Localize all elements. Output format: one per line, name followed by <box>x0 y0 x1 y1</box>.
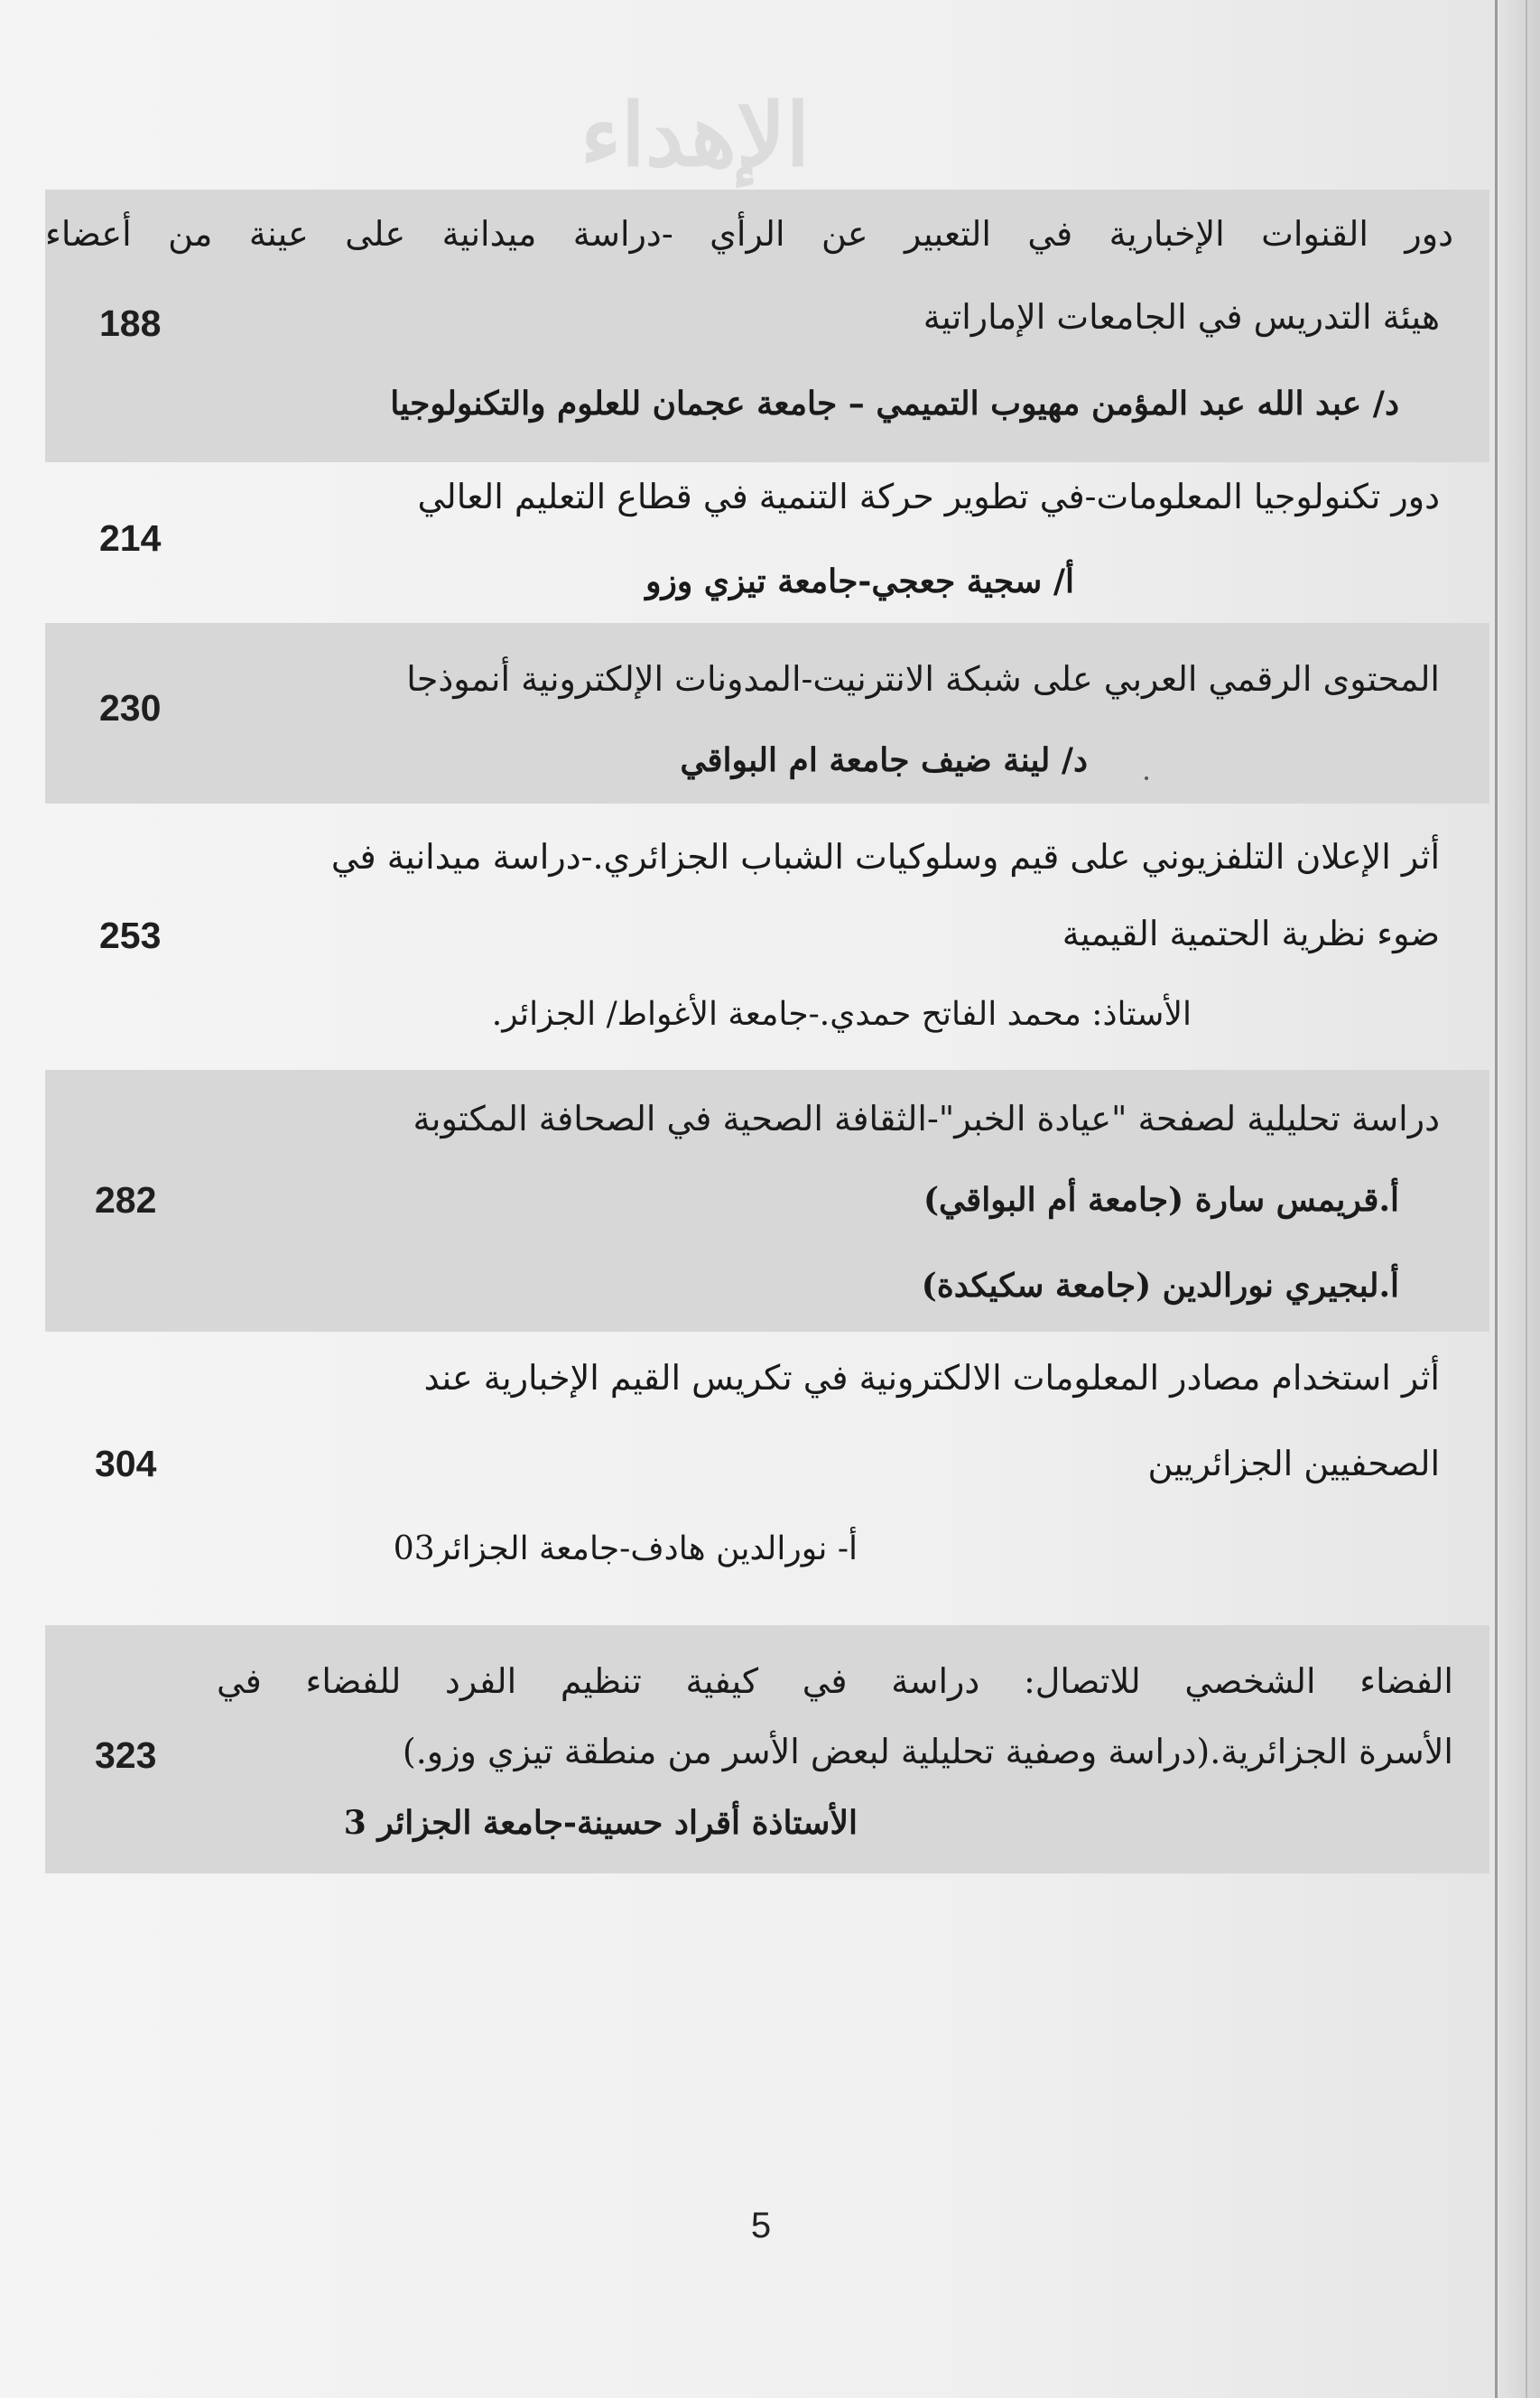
entry-author: أ.لبجيري نورالدين (جامعة سكيكدة) <box>921 1267 1399 1305</box>
entry-title-line: هيئة التدريس في الجامعات الإماراتية <box>923 297 1440 337</box>
show-through-heading: الإهداء <box>580 84 811 186</box>
page-reference: 230 <box>99 687 162 729</box>
toc-entry <box>45 1332 1489 1625</box>
entry-author: الأستاذة أقراد حسينة-جامعة الجزائر 3 <box>343 1804 858 1842</box>
entry-title-line: المحتوى الرقمي العربي على شبكة الانترنيت-المدونات الإلكترونية أنموذجا <box>406 659 1440 699</box>
page-edge-line <box>1495 0 1498 2398</box>
toc-entry <box>45 623 1489 804</box>
entry-author: الأستاذ: محمد الفاتح حمدي.-جامعة الأغواط/ الجزائر. <box>491 996 1192 1033</box>
toc-entry <box>45 1070 1489 1332</box>
entry-title-line: الفضاء الشخصي للاتصال: دراسة في كيفية تنظيم الفرد للفضاء في <box>217 1661 1453 1701</box>
entry-title-line: ضوء نظرية الحتمية القيمية <box>1062 914 1440 953</box>
page-number: 5 <box>750 2206 772 2245</box>
toc-entry <box>45 190 1489 462</box>
toc-entry <box>45 804 1489 1070</box>
page-reference: 214 <box>99 517 162 559</box>
entry-title-line: دراسة تحليلية لصفحة "عيادة الخبر"-الثقافة الصحية في الصحافة المكتوبة <box>413 1099 1440 1139</box>
entry-title-line: دور القنوات الإخبارية في التعبير عن الرأي -دراسة ميدانية على عينة من أعضاء <box>45 214 1453 254</box>
entry-author: أ/ سجية جعجي-جامعة تيزي وزو <box>645 562 1074 600</box>
entry-title-line: الأسرة الجزائرية.(دراسة وصفية تحليلية لبعض الأسر من منطقة تيزي وزو.) <box>402 1732 1453 1771</box>
entry-title-line: دور تكنولوجيا المعلومات-في تطوير حركة التنمية في قطاع التعليم العالي <box>417 477 1440 516</box>
entry-author: د/ لينة ضيف جامعة ام البواقي <box>680 741 1088 779</box>
page-edge-line-outer <box>1526 0 1527 2398</box>
stray-mark <box>1145 776 1148 780</box>
page-reference: 282 <box>95 1179 157 1221</box>
page-reference: 304 <box>95 1443 157 1484</box>
entry-title-line: أثر الإعلان التلفزيوني على قيم وسلوكيات الشباب الجزائري.-دراسة ميدانية في <box>330 837 1440 877</box>
entry-author: أ.قريمس سارة (جامعة أم البواقي) <box>923 1181 1399 1219</box>
page-reference: 188 <box>99 302 162 344</box>
entry-title-line: أثر استخدام مصادر المعلومات الالكترونية في تكريس القيم الإخبارية عند <box>423 1358 1440 1398</box>
entry-title-line: الصحفيين الجزائريين <box>1147 1444 1440 1483</box>
toc-entry <box>45 1625 1489 1873</box>
page-reference: 323 <box>95 1734 157 1776</box>
page-reference: 253 <box>99 915 162 956</box>
entry-author: د/ عبد الله عبد المؤمن مهيوب التميمي – جامعة عجمان للعلوم والتكنولوجيا <box>390 385 1399 423</box>
toc-entry <box>45 462 1489 623</box>
entry-author: أ- نورالدين هادف-جامعة الجزائر03 <box>393 1530 858 1567</box>
